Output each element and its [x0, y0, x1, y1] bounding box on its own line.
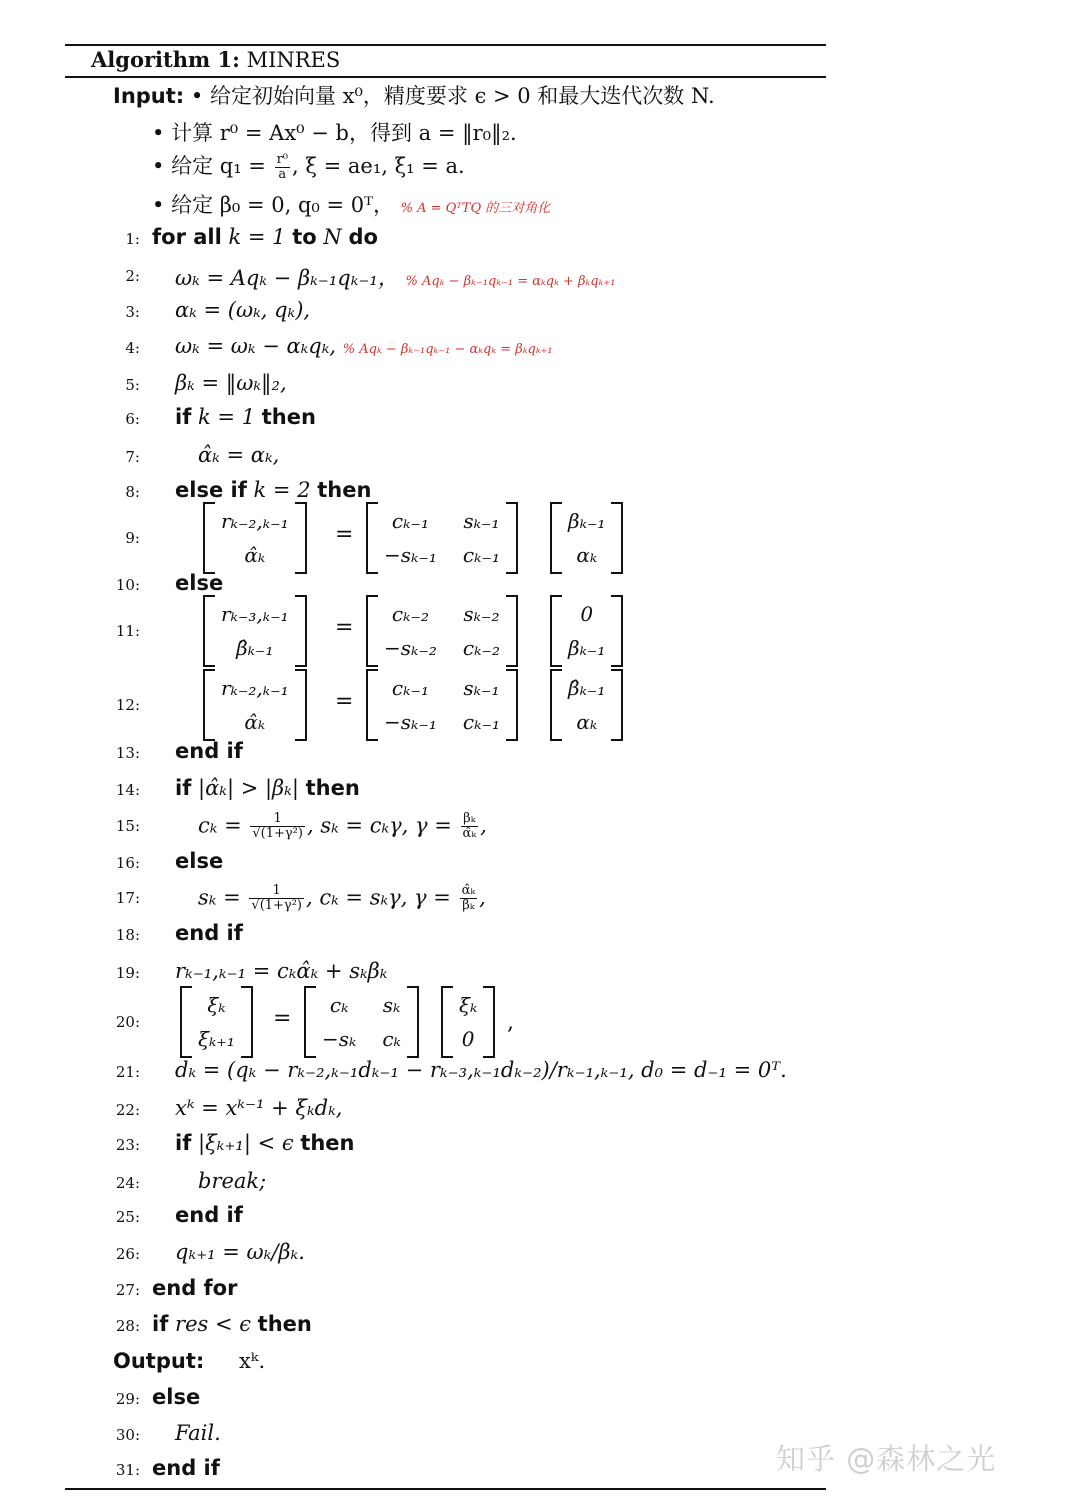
left-bracket	[203, 669, 215, 741]
line-number: 21:	[115, 1063, 140, 1081]
line-number: 15:	[115, 817, 140, 835]
lhs-vector	[203, 669, 307, 741]
matrix-cell: −sₖ₋₁	[384, 543, 437, 567]
algorithm-line	[175, 776, 360, 800]
matrix-cell: −sₖ₋₂	[384, 636, 437, 660]
math-text: α̂ₖ = αₖ,	[198, 443, 280, 467]
math-text: |α̂ₖ| > |βₖ|	[198, 776, 299, 800]
left-bracket	[550, 595, 562, 667]
math-text: rₖ₋₁,ₖ₋₁ = cₖα̂ₖ + sₖβₖ	[175, 959, 388, 983]
matrix-cell: βₖ₋₁	[568, 636, 606, 660]
matrix-cell: sₖ₋₁	[463, 509, 500, 533]
algorithm-line	[152, 1385, 200, 1409]
rotation-matrix	[366, 502, 518, 574]
keyword: if	[175, 776, 192, 800]
matrix-cell: cₖ₋₁	[391, 509, 429, 533]
right-bracket	[295, 502, 307, 574]
algorithm-line	[152, 1456, 220, 1480]
left-bracket	[550, 502, 562, 574]
left-bracket	[550, 669, 562, 741]
keyword: if	[175, 405, 192, 429]
rhs-vector	[550, 595, 623, 667]
matrix-cell: rₖ₋₂,ₖ₋₁	[221, 676, 289, 700]
comment: % A = QᵀTQ 的三对角化	[400, 201, 551, 216]
algorithm-line	[175, 1203, 243, 1227]
matrix-cell: β̂ₖ₋₁	[236, 636, 274, 660]
keyword: if	[152, 1312, 169, 1336]
fraction-denominator: a	[278, 167, 287, 182]
algorithm-line	[152, 1276, 237, 1300]
line-number: 16:	[115, 854, 140, 872]
bullet-icon: •	[190, 84, 204, 108]
matrix-cell: sₖ₋₂	[463, 602, 500, 626]
keyword: to	[292, 225, 317, 249]
keyword: else	[175, 849, 224, 873]
fraction	[249, 884, 304, 914]
left-bracket	[366, 502, 378, 574]
keyword: else	[175, 571, 224, 595]
input-line	[113, 80, 715, 110]
math-text: break;	[198, 1169, 267, 1193]
algorithm-line	[175, 371, 287, 395]
matrix-cell: sₖ₋₁	[463, 676, 500, 700]
math-text: ωₖ = Aqₖ − βₖ₋₁qₖ₋₁，	[175, 266, 399, 290]
line-number: 13:	[115, 744, 140, 762]
right-bracket	[506, 669, 518, 741]
keyword: end if	[175, 921, 243, 945]
line-number: 30:	[115, 1426, 140, 1444]
trailing-comma: ,	[507, 1010, 514, 1035]
rhs-vector	[550, 502, 623, 574]
fraction	[460, 884, 478, 914]
keyword: end for	[152, 1276, 238, 1300]
line-number: 23:	[115, 1136, 140, 1154]
rhs-vector	[441, 986, 495, 1058]
matrix-cell: cₖ₋₂	[391, 602, 429, 626]
line-number: 10:	[115, 576, 140, 594]
fraction	[275, 153, 290, 183]
input-bullet-3-pre: 给定 q₁ =	[171, 154, 266, 178]
line-number: 1:	[125, 230, 140, 248]
left-bracket	[441, 986, 453, 1058]
matrix-cell: α̂ₖ	[244, 710, 266, 734]
line-number: 17:	[115, 889, 140, 907]
keyword: else if	[175, 478, 247, 502]
line-number: 9:	[125, 529, 140, 547]
algorithm-line	[175, 1421, 221, 1445]
fraction-denominator: √(1+γ²)	[251, 898, 302, 914]
fraction-numerator: 1	[249, 884, 304, 899]
fraction	[250, 812, 305, 842]
matrix-cell: cₖ₋₁	[462, 710, 500, 734]
line-number: 5:	[125, 376, 140, 394]
comment: % Aqₖ − βₖ₋₁qₖ₋₁ = αₖqₖ + βₖqₖ₊₁	[405, 274, 616, 289]
matrix-cell: sₖ	[382, 993, 401, 1017]
algorithm-line	[198, 443, 279, 467]
left-bracket	[366, 595, 378, 667]
math-text: , sₖ = cₖγ, γ =	[306, 813, 452, 838]
matrix-cell: −sₖ	[322, 1027, 357, 1051]
matrix-cell: 0	[461, 1027, 475, 1051]
line-number: 28:	[115, 1317, 140, 1335]
input-bullet-4: 给定 β₀ = 0, q₀ = 0ᵀ，	[171, 193, 394, 217]
keyword: then	[317, 478, 372, 502]
right-bracket	[611, 502, 623, 574]
fraction-numerator: α̂ₖ	[461, 883, 476, 898]
output-line	[113, 1349, 265, 1373]
line-number: 25:	[115, 1208, 140, 1226]
keyword: then	[257, 1312, 312, 1336]
line-number: 29:	[115, 1390, 140, 1408]
matrix-cell: α̂ₖ	[244, 543, 266, 567]
math-text: cₖ =	[198, 813, 242, 838]
line-number: 6:	[125, 410, 140, 428]
keyword: for all	[152, 225, 222, 249]
keyword: then	[305, 776, 360, 800]
math-text: xᵏ = xᵏ⁻¹ + ξₖdₖ,	[175, 1096, 343, 1120]
right-bracket	[506, 502, 518, 574]
math-text: , cₖ = sₖγ, γ =	[305, 885, 451, 910]
input-bullet-4-line	[152, 189, 550, 219]
keyword: end if	[175, 1203, 243, 1227]
algorithm-line	[175, 739, 243, 763]
lhs-vector	[203, 502, 307, 574]
input-bullet-2: 计算 r⁰ = Ax⁰ − b，得到 a = ‖r₀‖₂.	[171, 121, 517, 145]
algorithm-line	[175, 405, 316, 429]
comment: % Aqₖ − βₖ₋₁qₖ₋₁ − αₖqₖ = βₖqₖ₊₁	[342, 342, 553, 357]
line-number: 4:	[125, 339, 140, 357]
fraction-numerator: 1	[250, 812, 305, 827]
math-text: αₖ = (ωₖ, qₖ),	[175, 298, 311, 322]
keyword: else	[152, 1385, 201, 1409]
matrix-cell: rₖ₋₃,ₖ₋₁	[221, 602, 289, 626]
watermark: 知乎 @森林之光	[776, 1442, 997, 1476]
matrix-cell: 0	[580, 602, 594, 626]
right-bracket	[295, 595, 307, 667]
bullet-icon: •	[152, 154, 165, 178]
input-bullet-2-line	[152, 117, 517, 147]
algorithm-line	[198, 812, 487, 842]
lhs-vector	[203, 595, 307, 667]
line-number: 31:	[115, 1461, 140, 1479]
algorithm-line	[175, 959, 387, 983]
algorithm-line	[152, 225, 378, 249]
right-bracket	[241, 986, 253, 1058]
algorithm-line	[175, 849, 223, 873]
matrix-cell: rₖ₋₂,ₖ₋₁	[221, 509, 289, 533]
math-text: res < ϵ	[175, 1312, 251, 1336]
math-text: ,	[480, 813, 487, 838]
matrix-cell: cₖ₋₁	[462, 543, 500, 567]
keyword: do	[348, 225, 378, 249]
bullet-icon: •	[152, 121, 165, 145]
matrix-cell: −sₖ₋₁	[384, 710, 437, 734]
line-number: 14:	[115, 781, 140, 799]
top-rule	[65, 44, 826, 46]
matrix-cell: β̂ₖ₋₁	[568, 676, 606, 700]
header-rule	[65, 76, 826, 78]
matrix-cell: ξₖ	[207, 993, 226, 1017]
right-bracket	[295, 669, 307, 741]
line-number: 20:	[115, 1013, 140, 1031]
keyword: if	[175, 1131, 192, 1155]
matrix-cell: cₖ₋₂	[462, 636, 500, 660]
math-text: dₖ = (qₖ − rₖ₋₂,ₖ₋₁dₖ₋₁ − rₖ₋₃,ₖ₋₁dₖ₋₂)/rₖ₋₁,ₖ₋₁, d₀ = d₋₁ = 0ᵀ.	[175, 1058, 787, 1082]
algorithm-line	[175, 571, 223, 595]
matrix-cell: cₖ	[329, 993, 349, 1017]
line-number: 12:	[115, 696, 140, 714]
fraction-denominator: α̂ₖ	[462, 826, 477, 842]
algorithm-line	[175, 262, 615, 292]
line-number: 26:	[115, 1245, 140, 1263]
algorithm-line	[175, 334, 553, 358]
output-label: Output:	[113, 1349, 205, 1373]
matrix-cell: βₖ₋₁	[568, 509, 606, 533]
left-bracket	[203, 502, 215, 574]
math-text: |ξₖ₊₁| < ϵ	[198, 1131, 294, 1155]
math-text: ,	[479, 885, 486, 910]
line-number: 18:	[115, 926, 140, 944]
algorithm-line	[175, 1058, 787, 1082]
matrix-cell: αₖ	[576, 543, 598, 567]
rhs-vector	[550, 669, 623, 741]
line-number: 11:	[115, 622, 140, 640]
right-bracket	[611, 669, 623, 741]
matrix-cell: ξₖ	[459, 993, 478, 1017]
equals-sign: =	[273, 1006, 292, 1031]
matrix-cell: cₖ₋₁	[391, 676, 429, 700]
line-number: 24:	[115, 1174, 140, 1192]
algorithm-line	[175, 1131, 355, 1155]
bullet-icon: •	[152, 193, 165, 217]
rotation-matrix	[304, 986, 419, 1058]
math-text: ωₖ = ωₖ − αₖqₖ,	[175, 334, 337, 358]
algorithm-line	[175, 1240, 305, 1264]
math-text: sₖ =	[198, 885, 241, 910]
input-bullet-1: 给定初始向量 x⁰，精度要求 ϵ > 0 和最大迭代次数 N.	[209, 84, 715, 108]
algorithm-line	[198, 884, 486, 914]
output-value: xᵏ.	[238, 1349, 266, 1373]
algorithm-line	[175, 298, 310, 322]
keyword: end if	[152, 1456, 220, 1480]
line-number: 7:	[125, 448, 140, 466]
rotation-matrix	[366, 669, 518, 741]
math-text: k = 1	[228, 225, 286, 249]
math-text: βₖ = ‖ωₖ‖₂,	[175, 371, 287, 395]
input-bullet-3-line	[152, 150, 465, 182]
line-number: 2:	[125, 267, 140, 285]
right-bracket	[407, 986, 419, 1058]
line-number: 27:	[115, 1281, 140, 1299]
input-bullet-3-post: , ξ = ae₁, ξ₁ = a.	[292, 154, 465, 178]
keyword: then	[261, 405, 316, 429]
right-bracket	[611, 595, 623, 667]
algorithm-label: Algorithm 1:	[91, 47, 240, 72]
algorithm-line	[152, 1312, 312, 1336]
lhs-vector	[180, 986, 253, 1058]
right-bracket	[483, 986, 495, 1058]
algorithm-title	[91, 47, 340, 72]
algorithm-line	[198, 1169, 266, 1193]
algorithm-line	[175, 1096, 342, 1120]
matrix-cell: αₖ	[576, 710, 598, 734]
matrix-cell: ξₖ₊₁	[198, 1027, 235, 1051]
algorithm-line	[175, 478, 371, 502]
line-number: 3:	[125, 303, 140, 321]
keyword: then	[300, 1131, 355, 1155]
matrix-cell: cₖ	[382, 1027, 401, 1051]
math-text: k = 2	[253, 478, 311, 502]
fraction	[461, 812, 479, 842]
math-text: Fail.	[175, 1421, 221, 1445]
bottom-rule	[65, 1488, 826, 1490]
algorithm-name: MINRES	[246, 48, 341, 72]
fraction-numerator: βₖ	[461, 812, 479, 827]
right-bracket	[506, 595, 518, 667]
input-label: Input:	[113, 84, 185, 108]
line-number: 22:	[115, 1101, 140, 1119]
equals-sign: =	[335, 522, 354, 547]
left-bracket	[203, 595, 215, 667]
equals-sign: =	[335, 615, 354, 640]
math-text: N	[323, 225, 342, 249]
fraction-numerator: r⁰	[276, 151, 289, 167]
rotation-matrix	[366, 595, 518, 667]
math-text: qₖ₊₁ = ωₖ/βₖ.	[175, 1240, 305, 1264]
left-bracket	[180, 986, 192, 1058]
left-bracket	[366, 669, 378, 741]
line-number: 19:	[115, 964, 140, 982]
equals-sign: =	[335, 689, 354, 714]
keyword: end if	[175, 739, 243, 763]
line-number: 8:	[125, 483, 140, 501]
left-bracket	[304, 986, 316, 1058]
math-text: k = 1	[198, 405, 256, 429]
algorithm-line	[175, 921, 243, 945]
fraction-denominator: βₖ	[462, 898, 475, 914]
fraction-denominator: √(1+γ²)	[252, 826, 303, 842]
